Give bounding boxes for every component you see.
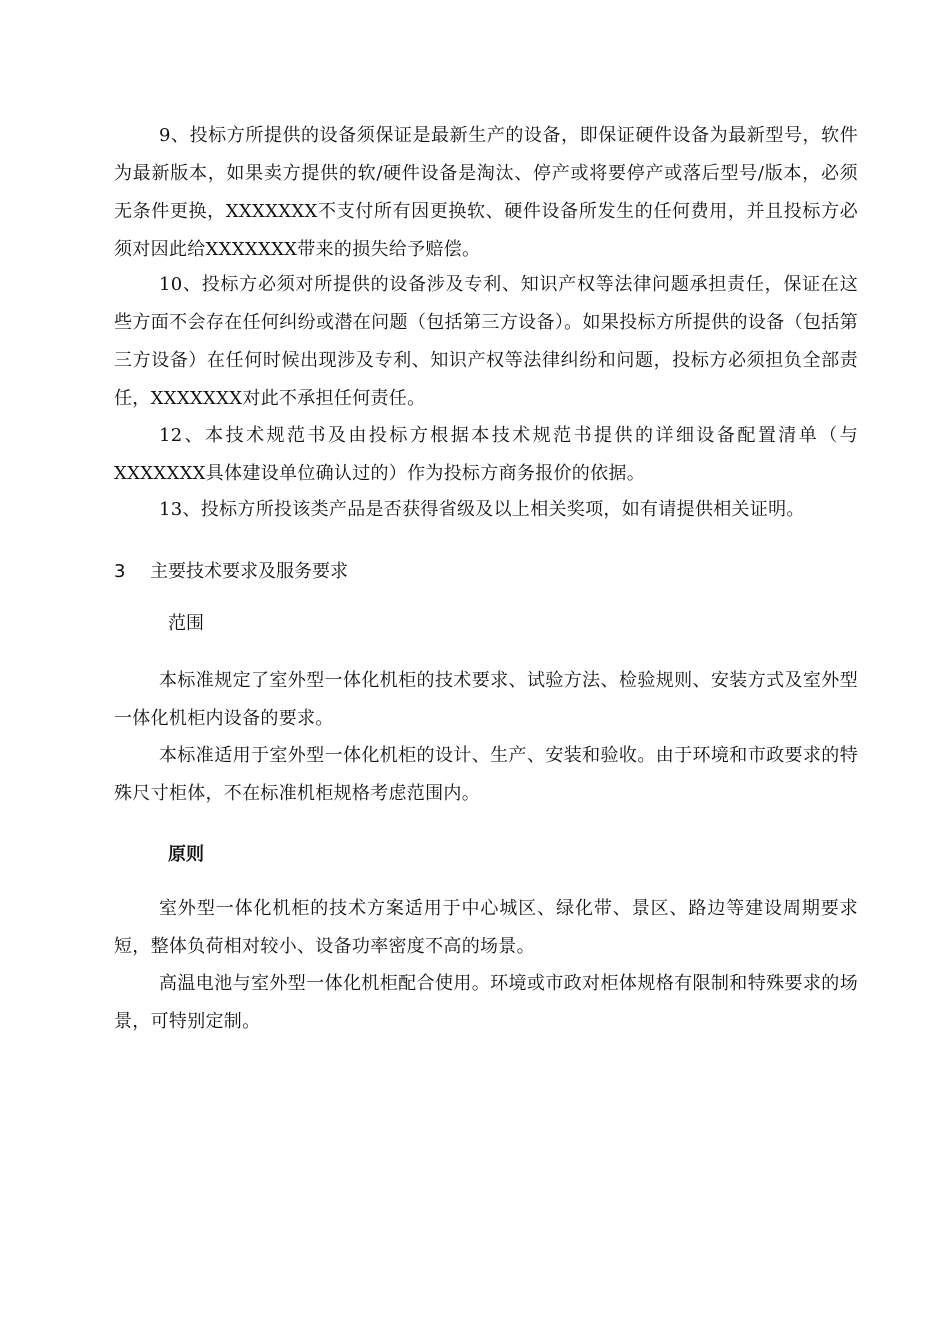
principle-heading: 原则 bbox=[168, 844, 204, 865]
paragraph-item-12: 12、本技术规范书及由投标方根据本技术规范书提供的详细设备配置清单（与 XXXXXXX具体建设单位确认过的）作为投标方商务报价的依据。 bbox=[114, 425, 858, 484]
section-heading bbox=[114, 557, 348, 587]
principle-paragraph-1: 室外型一体化机柜的技术方案适用于中心城区、绿化带、景区、路边等建设周期要求短，整体负荷相对较小、设备功率密度不高的场景。 bbox=[114, 898, 858, 957]
paragraph-item-9: 9、投标方所提供的设备须保证是最新生产的设备，即保证硬件设备为最新型号，软件为最新版本，如果卖方提供的软/硬件设备是淘汰、停产或将要停产或落后型号/版本，必须无条件更换，XXXXXXX不支付所有因更换软、硬件设备所发生的任何费用，并且投标方必须对因此给XXXXXXX带来的损失给予赔偿。 bbox=[114, 125, 859, 260]
principle-paragraph-2: 高温电池与室外型一体化机柜配合使用。环境或市政对柜体规格有限制和特殊要求的场景，可特别定制。 bbox=[114, 973, 858, 1032]
scope-heading: 范围 bbox=[168, 613, 204, 634]
scope-paragraph-1: 本标准规定了室外型一体化机柜的技术要求、试验方法、检验规则、安装方式及室外型一体化机柜内设备的要求。 bbox=[114, 670, 858, 729]
paragraph-item-13: 13、投标方所投该类产品是否获得省级及以上相关奖项，如有请提供相关证明。 bbox=[159, 499, 805, 520]
scope-paragraph-2: 本标准适用于室外型一体化机柜的设计、生产、安装和验收。由于环境和市政要求的特殊尺寸柜体，不在标准机柜规格考虑范围内。 bbox=[114, 745, 858, 804]
section-title: 主要技术要求及服务要求 bbox=[150, 561, 348, 582]
paragraph-item-10: 10、投标方必须对所提供的设备涉及专利、知识产权等法律问题承担责任，保证在这些方面不会存在任何纠纷或潜在问题（包括第三方设备）。如果投标方所提供的设备（包括第三方设备）在任何时候出现涉及专利、知识产权等法律纠纷和问题，投标方必须担负全部责任，XXXXXXX对此不承担任何责任。 bbox=[114, 274, 858, 409]
section-number: 3 bbox=[114, 561, 126, 582]
